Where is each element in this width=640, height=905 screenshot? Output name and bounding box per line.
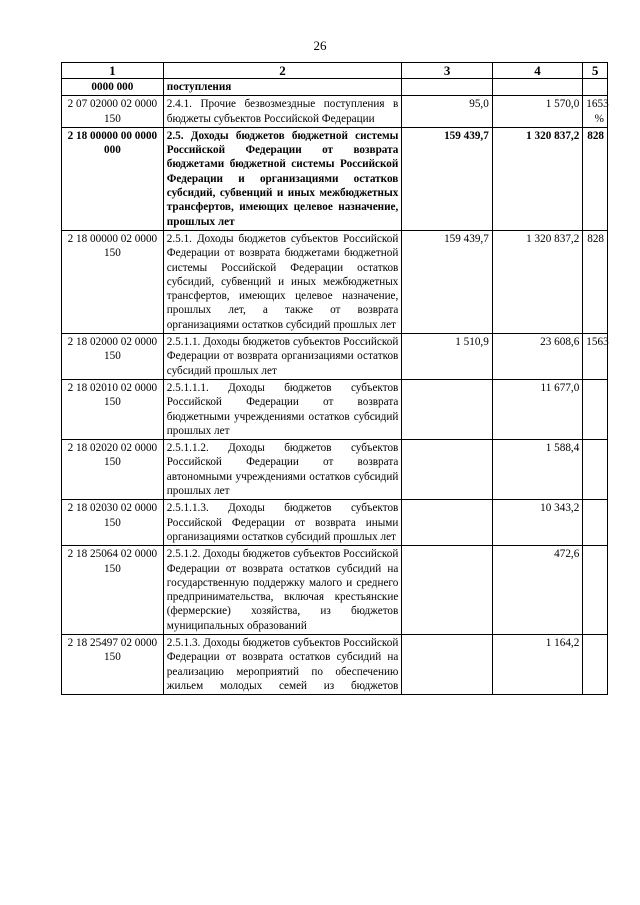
value-col3-cell bbox=[402, 379, 492, 439]
budget-code-cell: 2 18 00000 02 0000 150 bbox=[62, 230, 164, 333]
budget-code-cell: 2 18 25497 02 0000 150 bbox=[62, 634, 164, 694]
revenue-name-cell: 2.5.1.1.1. Доходы бюджетов субъектов Российской Федерации от возврата бюджетными учреждениями остатков субсидий прошлых лет bbox=[163, 379, 402, 439]
value-col3-cell: 95,0 bbox=[402, 96, 492, 128]
value-col4-cell: 23 608,6 bbox=[492, 334, 582, 380]
table-row bbox=[62, 440, 608, 500]
value-col3-cell bbox=[402, 440, 492, 500]
revenue-name-cell: поступления bbox=[163, 79, 402, 96]
percent-cell bbox=[583, 634, 608, 694]
column-header-2: 2 bbox=[163, 63, 402, 79]
percent-cell: 828 bbox=[583, 230, 608, 333]
value-col3-cell bbox=[402, 500, 492, 546]
value-col4-cell: 11 677,0 bbox=[492, 379, 582, 439]
percent-cell: 828 bbox=[583, 127, 608, 230]
percent-cell: 1563 bbox=[583, 334, 608, 380]
value-col4-cell: 10 343,2 bbox=[492, 500, 582, 546]
revenue-name-cell: 2.5.1.3. Доходы бюджетов субъектов Российской Федерации от возврата остатков субсидий на реализацию мероприятий по обеспечению жильем молодых семей из бюджетов bbox=[163, 634, 402, 694]
value-col3-cell: 159 439,7 bbox=[402, 230, 492, 333]
budget-code-cell: 2 18 00000 00 0000 000 bbox=[62, 127, 164, 230]
column-header-4: 4 bbox=[492, 63, 582, 79]
page-number: 26 bbox=[313, 38, 327, 53]
value-col4-cell: 472,6 bbox=[492, 546, 582, 635]
budget-code-cell: 0000 000 bbox=[62, 79, 164, 96]
budget-code-cell: 2 07 02000 02 0000 150 bbox=[62, 96, 164, 128]
budget-revenue-table bbox=[61, 62, 608, 695]
value-col4-cell: 1 588,4 bbox=[492, 440, 582, 500]
revenue-name-cell: 2.5.1.2. Доходы бюджетов субъектов Российской Федерации от возврата остатков субсидий на государственную поддержку малого и среднего предпринимательства, включая крестьянские (фермерские) хозяйства, из бюджетов муниципальных образований bbox=[163, 546, 402, 635]
column-header-1: 1 bbox=[62, 63, 164, 79]
budget-code-cell: 2 18 02010 02 0000 150 bbox=[62, 379, 164, 439]
percent-cell bbox=[583, 379, 608, 439]
table-row bbox=[62, 334, 608, 380]
budget-code-cell: 2 18 02030 02 0000 150 bbox=[62, 500, 164, 546]
column-header-5: 5 bbox=[583, 63, 608, 79]
table-header-row bbox=[62, 63, 608, 79]
table-row bbox=[62, 96, 608, 128]
table-row bbox=[62, 500, 608, 546]
revenue-name-cell: 2.5.1.1.2. Доходы бюджетов субъектов Российской Федерации от возврата автономными учреждениями остатков субсидий прошлых лет bbox=[163, 440, 402, 500]
value-col3-cell bbox=[402, 634, 492, 694]
table-row bbox=[62, 230, 608, 333]
budget-code-cell: 2 18 02000 02 0000 150 bbox=[62, 334, 164, 380]
value-col4-cell bbox=[492, 79, 582, 96]
value-col4-cell: 1 320 837,2 bbox=[492, 230, 582, 333]
value-col3-cell: 1 510,9 bbox=[402, 334, 492, 380]
budget-code-cell: 2 18 02020 02 0000 150 bbox=[62, 440, 164, 500]
column-header-3: 3 bbox=[402, 63, 492, 79]
revenue-name-cell: 2.5. Доходы бюджетов бюджетной системы Российской Федерации от возврата бюджетами бюджетной системы Российской Федерации и организациями остатков субсидий, субвенций и иных межбюджетных трансфертов, имеющих целевое назначение, прошлых лет bbox=[163, 127, 402, 230]
percent-cell bbox=[583, 546, 608, 635]
percent-cell: 1653 % bbox=[583, 96, 608, 128]
revenue-name-cell: 2.5.1.1. Доходы бюджетов субъектов Российской Федерации от возврата организациями остатков субсидий прошлых лет bbox=[163, 334, 402, 380]
value-col4-cell: 1 570,0 bbox=[492, 96, 582, 128]
percent-cell bbox=[583, 440, 608, 500]
table-row bbox=[62, 127, 608, 230]
percent-cell bbox=[583, 79, 608, 96]
revenue-name-cell: 2.4.1. Прочие безвозмездные поступления в бюджеты субъектов Российской Федерации bbox=[163, 96, 402, 128]
revenue-name-cell: 2.5.1. Доходы бюджетов субъектов Российской Федерации от возврата бюджетами бюджетной системы Российской Федерации остатков субсидий, субвенций и иных межбюджетных трансфертов, имеющих целевое назначение, прошлых лет, а также от возврата организациями остатков субсидий прошлых лет bbox=[163, 230, 402, 333]
budget-code-cell: 2 18 25064 02 0000 150 bbox=[62, 546, 164, 635]
value-col3-cell bbox=[402, 546, 492, 635]
value-col3-cell: 159 439,7 bbox=[402, 127, 492, 230]
table-row bbox=[62, 379, 608, 439]
table-row bbox=[62, 546, 608, 635]
value-col3-cell bbox=[402, 79, 492, 96]
value-col4-cell: 1 164,2 bbox=[492, 634, 582, 694]
table-row bbox=[62, 79, 608, 96]
table-row bbox=[62, 634, 608, 694]
percent-cell bbox=[583, 500, 608, 546]
value-col4-cell: 1 320 837,2 bbox=[492, 127, 582, 230]
revenue-name-cell: 2.5.1.1.3. Доходы бюджетов субъектов Российской Федерации от возврата иными организациями остатков субсидий прошлых лет bbox=[163, 500, 402, 546]
